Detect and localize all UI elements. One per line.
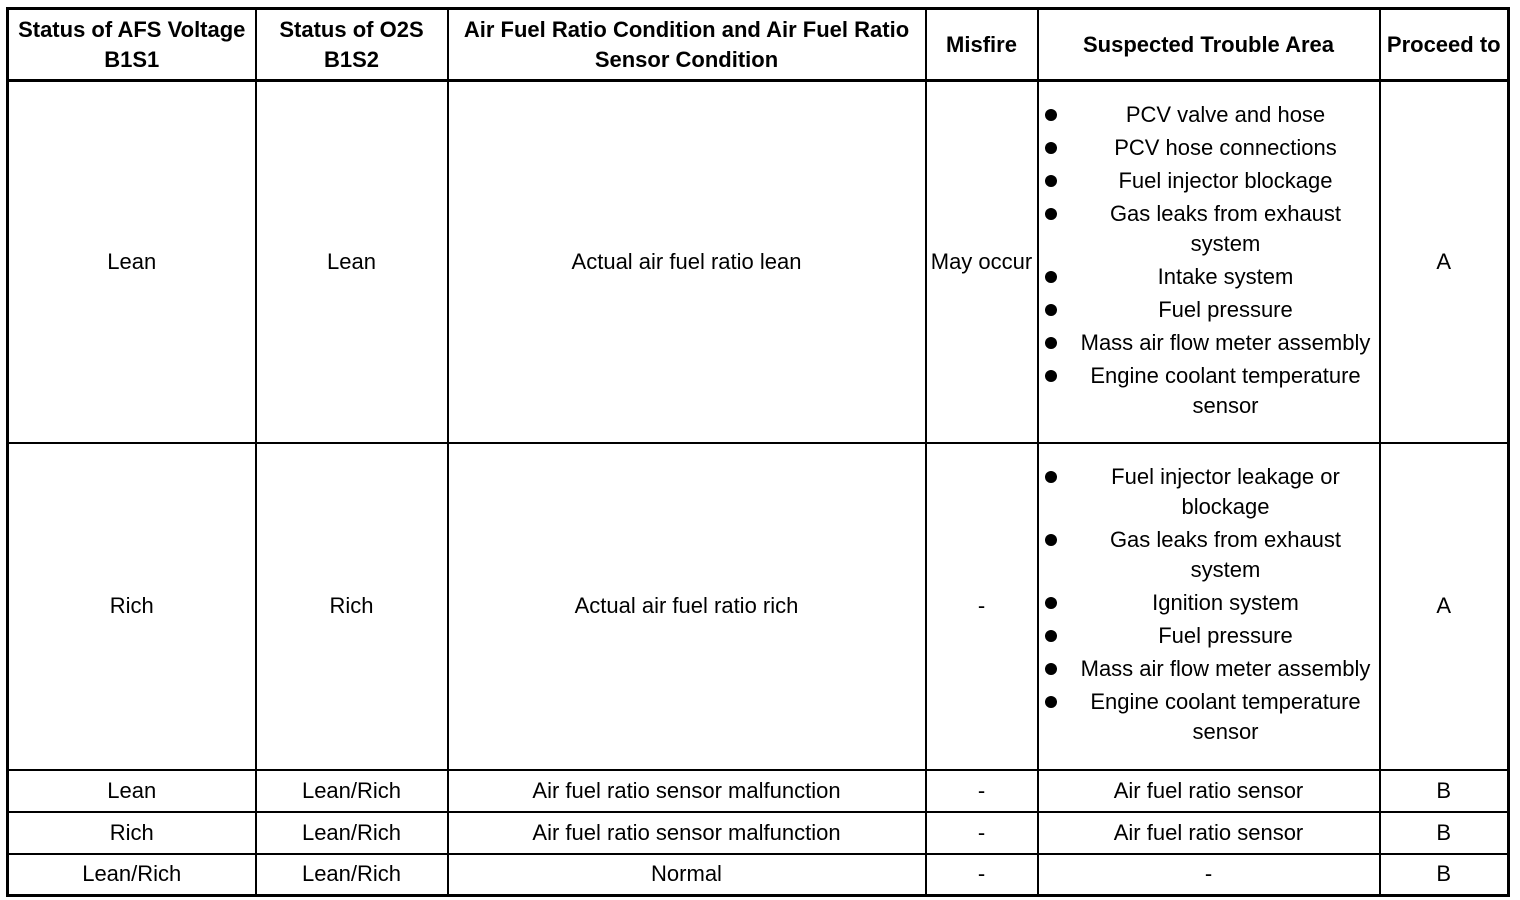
bullet-icon: [1045, 142, 1057, 154]
trouble-area-list: [1043, 100, 1375, 421]
header-row: [8, 9, 1509, 81]
table-row: [8, 81, 1509, 443]
bullet-icon: [1045, 271, 1057, 283]
bullet-icon: [1045, 337, 1057, 349]
list-item-text: Fuel pressure: [1158, 623, 1293, 648]
o2s-status-cell: Lean: [256, 81, 448, 443]
proceed-to-cell: B: [1380, 854, 1509, 896]
table-row: [8, 854, 1509, 896]
table-row: [8, 770, 1509, 812]
bullet-icon: [1045, 630, 1057, 642]
list-item: [1043, 295, 1375, 325]
bullet-icon: [1045, 534, 1057, 546]
list-item: [1043, 199, 1375, 259]
afs-status-cell: Lean/Rich: [8, 854, 256, 896]
bullet-icon: [1045, 175, 1057, 187]
list-item-text: Gas leaks from exhaust system: [1109, 200, 1342, 256]
list-item-text: Engine coolant temperature sensor: [1090, 362, 1361, 418]
list-item-text: Fuel injector leakage or blockage: [1111, 464, 1340, 519]
proceed-to-cell: A: [1380, 443, 1509, 770]
header-air-fuel-condition: Air Fuel Ratio Condition and Air Fuel Ratio Sensor Condition: [448, 9, 926, 81]
condition-cell: Air fuel ratio sensor malfunction: [448, 770, 926, 812]
table-row: [8, 443, 1509, 770]
list-item: [1043, 262, 1375, 292]
o2s-status-cell: Lean/Rich: [256, 812, 448, 854]
bullet-icon: [1045, 304, 1057, 316]
afs-status-cell: Rich: [8, 812, 256, 854]
afs-status-cell: Lean: [8, 81, 256, 443]
list-item-text: Engine coolant temperature sensor: [1090, 689, 1361, 744]
bullet-icon: [1045, 370, 1057, 382]
list-item-text: Ignition system: [1152, 590, 1299, 615]
bullet-icon: [1045, 109, 1057, 121]
misfire-cell: -: [926, 854, 1038, 896]
condition-cell: Actual air fuel ratio rich: [448, 443, 926, 770]
afs-status-cell: Rich: [8, 443, 256, 770]
list-item: [1043, 462, 1375, 522]
diagnostic-table: [6, 7, 1510, 897]
bullet-icon: [1045, 597, 1057, 609]
list-item-text: PCV hose connections: [1114, 134, 1337, 160]
o2s-status-cell: Lean/Rich: [256, 854, 448, 896]
bullet-icon: [1045, 696, 1057, 708]
proceed-to-cell: A: [1380, 81, 1509, 443]
misfire-cell: -: [926, 812, 1038, 854]
misfire-cell: -: [926, 443, 1038, 770]
condition-cell: Air fuel ratio sensor malfunction: [448, 812, 926, 854]
proceed-to-cell: B: [1380, 770, 1509, 812]
list-item: [1043, 588, 1375, 618]
afs-status-cell: Lean: [8, 770, 256, 812]
o2s-status-cell: Rich: [256, 443, 448, 770]
header-o2s-status: Status of O2S B1S2: [256, 9, 448, 81]
suspected-area-cell: Air fuel ratio sensor: [1038, 770, 1380, 812]
suspected-area-cell: [1038, 81, 1380, 443]
list-item-text: Fuel pressure: [1158, 296, 1293, 322]
list-item-text: Fuel injector blockage: [1118, 167, 1333, 193]
table-row: [8, 812, 1509, 854]
header-misfire: Misfire: [926, 9, 1038, 81]
trouble-area-list: [1043, 462, 1375, 747]
list-item-text: Gas leaks from exhaust system: [1109, 527, 1342, 582]
list-item: [1043, 328, 1375, 358]
misfire-cell: -: [926, 770, 1038, 812]
header-proceed-to: Proceed to: [1380, 9, 1509, 81]
bullet-icon: [1045, 471, 1057, 483]
list-item-text: Mass air flow meter assembly: [1080, 329, 1371, 355]
misfire-cell: May occur: [926, 81, 1038, 443]
list-item: [1043, 100, 1375, 130]
list-item: [1043, 525, 1375, 585]
bullet-icon: [1045, 663, 1057, 675]
proceed-to-cell: B: [1380, 812, 1509, 854]
list-item-text: PCV valve and hose: [1125, 101, 1326, 127]
list-item: [1043, 166, 1375, 196]
list-item: [1043, 687, 1375, 747]
suspected-area-cell: Air fuel ratio sensor: [1038, 812, 1380, 854]
o2s-status-cell: Lean/Rich: [256, 770, 448, 812]
condition-cell: Normal: [448, 854, 926, 896]
list-item: [1043, 361, 1375, 421]
suspected-area-cell: [1038, 443, 1380, 770]
list-item: [1043, 133, 1375, 163]
list-item: [1043, 621, 1375, 651]
bullet-icon: [1045, 208, 1057, 220]
suspected-area-cell: -: [1038, 854, 1380, 896]
list-item: [1043, 654, 1375, 684]
header-suspected-area: Suspected Trouble Area: [1038, 9, 1380, 81]
list-item-text: Mass air flow meter assembly: [1080, 656, 1371, 681]
condition-cell: Actual air fuel ratio lean: [448, 81, 926, 443]
list-item-text: Intake system: [1157, 263, 1294, 289]
header-afs-status: Status of AFS Voltage B1S1: [8, 9, 256, 81]
